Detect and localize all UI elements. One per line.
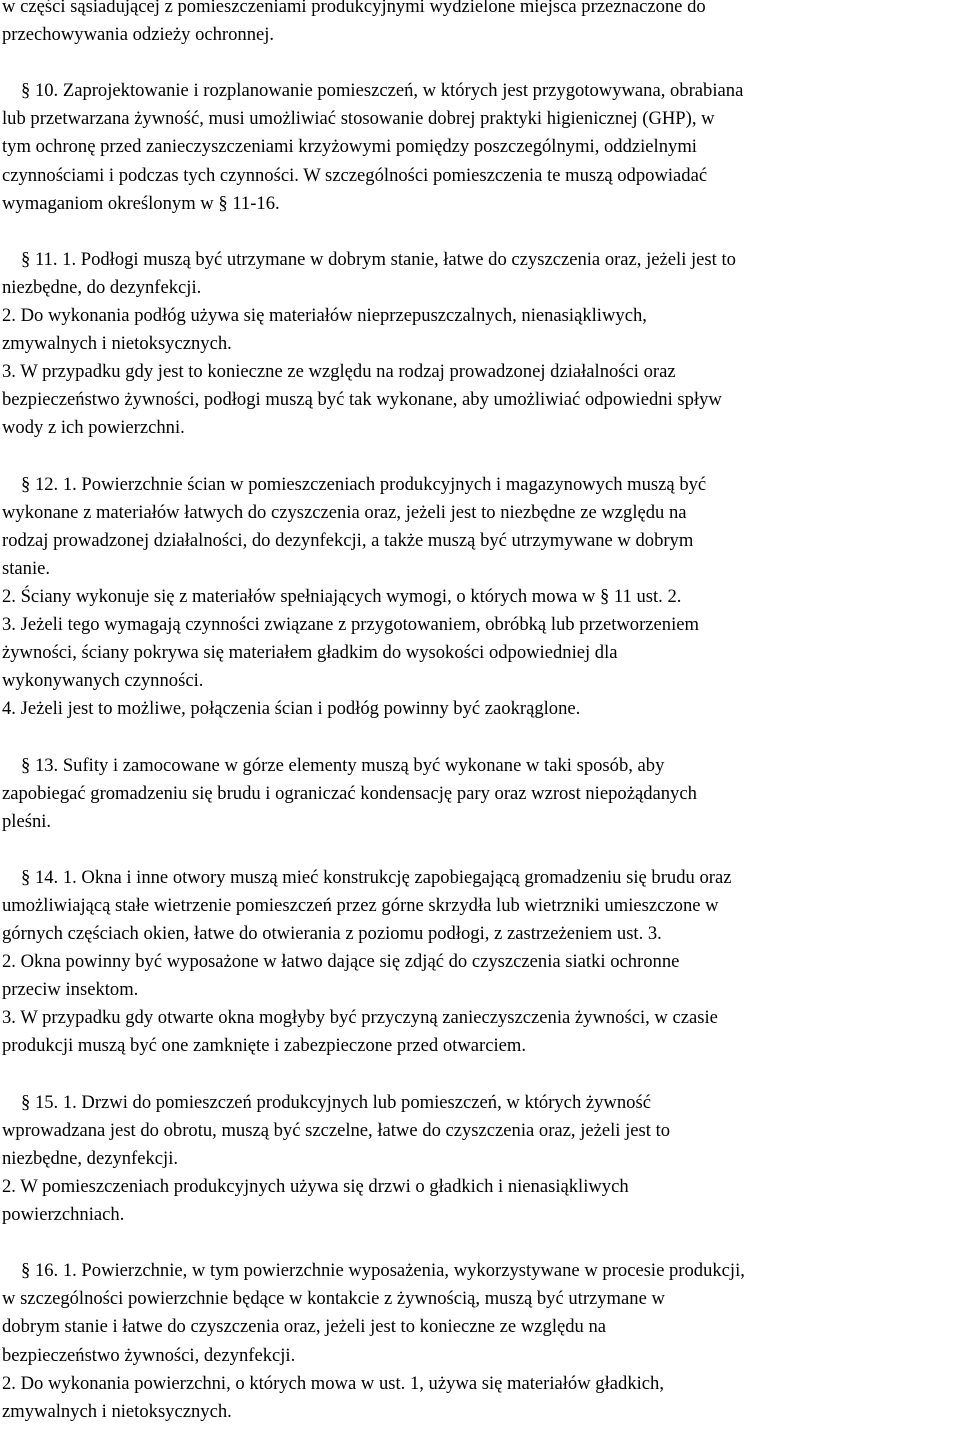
text-line: przechowywania odzieży ochronnej. [2, 24, 275, 46]
text-line: § 12. 1. Powierzchnie ścian w pomieszczeniach produkcyjnych i magazynowych muszą być [21, 473, 707, 495]
text-line: zmywalnych i nietoksycznych. [2, 1400, 232, 1422]
text-line: 3. W przypadku gdy jest to konieczne ze względu na rodzaj prowadzonej działalności oraz [2, 361, 676, 383]
text-line: wprowadzana jest do obrotu, muszą być szczelne, łatwe do czyszczenia oraz, jeżeli jest to [2, 1119, 671, 1141]
text-line: 2. Okna powinny być wyposażone w łatwo dające się zdjąć do czyszczenia siatki ochronne [2, 951, 680, 973]
text-line: tym ochronę przed zanieczyszczeniami krzyżowymi pomiędzy poszczególnymi, oddzielnymi [2, 136, 697, 158]
text-line: 3. Jeżeli tego wymagają czynności związane z przygotowaniem, obróbką lub przetworzeniem [2, 614, 699, 636]
text-line: zapobiegać gromadzeniu się brudu i ograniczać kondensację pary oraz wzrost niepożądanych [2, 782, 697, 804]
text-line: § 15. 1. Drzwi do pomieszczeń produkcyjnych lub pomieszczeń, w których żywność [21, 1091, 651, 1113]
text-line: stanie. [2, 557, 51, 579]
text-line: 2. Do wykonania podłóg używa się materiałów nieprzepuszczalnych, nienasiąkliwych, [2, 305, 647, 327]
text-line: niezbędne, do dezynfekcji. [2, 276, 202, 298]
text-line: wykonane z materiałów łatwych do czyszczenia oraz, jeżeli jest to niezbędne ze względu na [2, 501, 687, 523]
text-line: lub przetwarzana żywność, musi umożliwiać stosowanie dobrej praktyki higienicznej (GHP), w [2, 108, 715, 130]
text-line: w szczególności powierzchnie będące w kontakcie z żywnością, muszą być utrzymane w [2, 1288, 665, 1310]
paragraph-intro [2, 0, 958, 49]
document-page [2, 0, 958, 1426]
text-line: § 10. Zaprojektowanie i rozplanowanie pomieszczeń, w których jest przygotowywana, obrabiana [21, 80, 744, 102]
text-line: § 14. 1. Okna i inne otwory muszą mieć konstrukcję zapobiegającą gromadzeniu się brudu oraz [21, 866, 732, 888]
text-line: 2. W pomieszczeniach produkcyjnych używa się drzwi o gładkich i nienasiąkliwych [2, 1175, 629, 1197]
paragraph-section-15 [2, 1089, 958, 1229]
text-line: 4. Jeżeli jest to możliwe, połączenia ścian i podłóg powinny być zaokrąglone. [2, 698, 581, 720]
text-line: wykonywanych czynności. [2, 670, 204, 692]
text-line: 3. W przypadku gdy otwarte okna mogłyby być przyczyną zanieczyszczenia żywności, w czasie [2, 1007, 718, 1029]
text-line: 2. Ściany wykonuje się z materiałów spełniających wymogi, o których mowa w § 11 ust. 2. [2, 585, 682, 607]
text-line: dobrym stanie i łatwe do czyszczenia oraz, jeżeli jest to konieczne ze względu na [2, 1316, 607, 1338]
text-line: niezbędne, dezynfekcji. [2, 1147, 179, 1169]
text-line: 2. Do wykonania powierzchni, o których mowa w ust. 1, używa się materiałów gładkich, [2, 1372, 664, 1394]
text-line: § 13. Sufity i zamocowane w górze elementy muszą być wykonane w taki sposób, aby [21, 754, 665, 776]
text-line: wymaganiom określonym w § 11-16. [2, 192, 280, 214]
text-line: powierzchniach. [2, 1204, 125, 1226]
paragraph-section-16 [2, 1257, 958, 1426]
paragraph-section-14 [2, 864, 958, 1061]
text-line: § 11. 1. Podłogi muszą być utrzymane w dobrym stanie, łatwe do czyszczenia oraz, jeżeli jest to [21, 248, 736, 270]
text-line: umożliwiającą stałe wietrzenie pomieszczeń przez górne skrzydła lub wietrzniki umieszczone w [2, 895, 719, 916]
text-line: zmywalnych i nietoksycznych. [2, 333, 232, 355]
paragraph-section-11 [2, 246, 958, 443]
text-line: przeciw insektom. [2, 979, 139, 1001]
text-line: w części sąsiadującej z pomieszczeniami produkcyjnymi wydzielone miejsca przeznaczone do [2, 0, 706, 17]
paragraph-section-10 [2, 77, 958, 217]
text-line: żywności, ściany pokrywa się materiałem gładkim do wysokości odpowiedniej dla [2, 642, 618, 664]
text-line: rodzaj prowadzonej działalności, do dezynfekcji, a także muszą być utrzymywane w dobrym [2, 529, 694, 551]
text-line: bezpieczeństwo żywności, dezynfekcji. [2, 1344, 296, 1366]
text-line: górnych częściach okien, łatwe do otwierania z poziomu podłogi, z zastrzeżeniem ust. 3. [2, 923, 662, 945]
text-line: produkcji muszą być one zamknięte i zabezpieczone przed otwarciem. [2, 1035, 526, 1057]
text-line: bezpieczeństwo żywności, podłogi muszą być tak wykonane, aby umożliwiać odpowiedni spływ [2, 389, 722, 411]
paragraph-section-12 [2, 471, 958, 724]
text-line: czynnościami i podczas tych czynności. W szczególności pomieszczenia te muszą odpowiadać [2, 164, 708, 186]
text-line: wody z ich powierzchni. [2, 417, 185, 439]
text-line: pleśni. [2, 810, 52, 832]
text-line: § 16. 1. Powierzchnie, w tym powierzchnie wyposażenia, wykorzystywane w procesie produkcji, [21, 1260, 745, 1282]
paragraph-section-13 [2, 752, 958, 836]
